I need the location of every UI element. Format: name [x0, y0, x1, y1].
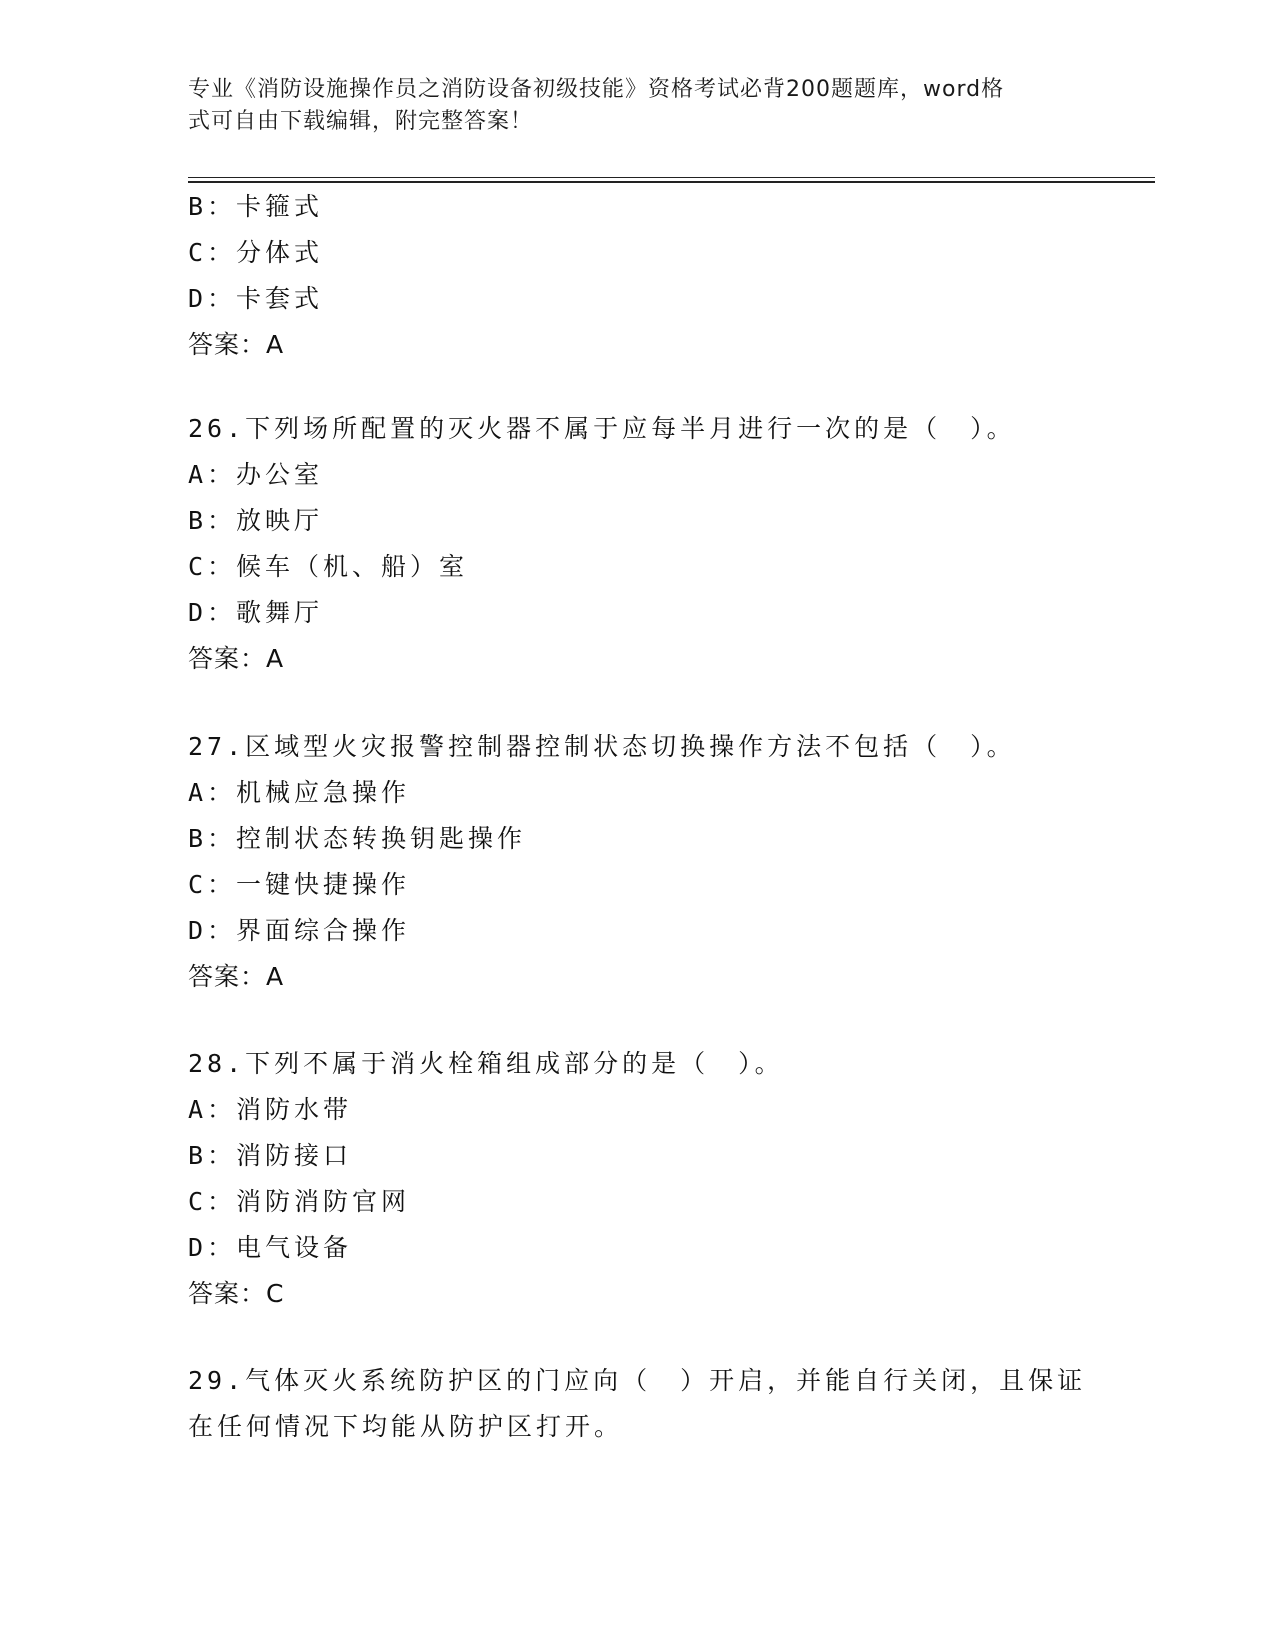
answer-label: 答案：A	[188, 644, 285, 673]
option-d: D：歌舞厅	[188, 598, 324, 627]
header-line-1: 专业《消防设施操作员之消防设备初级技能》资格考试必背200题题库，word格	[188, 77, 1005, 102]
prev-question-block	[188, 184, 1088, 368]
question-text: 27.区域型火灾报警控制器控制状态切换操作方法不包括（ ）。	[188, 732, 1016, 761]
option-c: C：一键快捷操作	[188, 870, 411, 899]
document-header	[188, 74, 1068, 138]
option-d: D：界面综合操作	[188, 916, 411, 945]
option-a: A：办公室	[188, 460, 324, 489]
question-text: 28.下列不属于消火栓箱组成部分的是（ ）。	[188, 1049, 784, 1078]
option-d: D：电气设备	[188, 1233, 353, 1262]
option-c: C：消防消防官网	[188, 1187, 411, 1216]
question-text-line-1: 29.气体灭火系统防护区的门应向（ ）开启，并能自行关闭，且保证	[188, 1366, 1087, 1395]
question-28	[188, 1041, 1088, 1317]
answer-label: 答案：C	[188, 1279, 285, 1308]
option-a: A：消防水带	[188, 1095, 353, 1124]
answer-label: 答案：A	[188, 330, 285, 359]
answer-label: 答案：A	[188, 962, 285, 991]
question-27	[188, 724, 1088, 1000]
option-b: B：卡箍式	[188, 192, 324, 221]
option-c: C：分体式	[188, 238, 324, 267]
header-line-2: 式可自由下载编辑，附完整答案！	[188, 109, 534, 134]
option-c: C：候车（机、船）室	[188, 552, 469, 581]
question-text-line-2: 在任何情况下均能从防护区打开。	[188, 1412, 624, 1441]
option-b: B：消防接口	[188, 1141, 353, 1170]
question-26	[188, 406, 1088, 682]
header-divider-thick	[188, 181, 1155, 183]
option-d: D：卡套式	[188, 284, 324, 313]
option-a: A：机械应急操作	[188, 778, 411, 807]
option-b: B：控制状态转换钥匙操作	[188, 824, 527, 853]
question-text: 26.下列场所配置的灭火器不属于应每半月进行一次的是（ ）。	[188, 414, 1016, 443]
question-29	[188, 1358, 1088, 1450]
header-divider-thin	[188, 177, 1155, 178]
option-b: B：放映厅	[188, 506, 324, 535]
